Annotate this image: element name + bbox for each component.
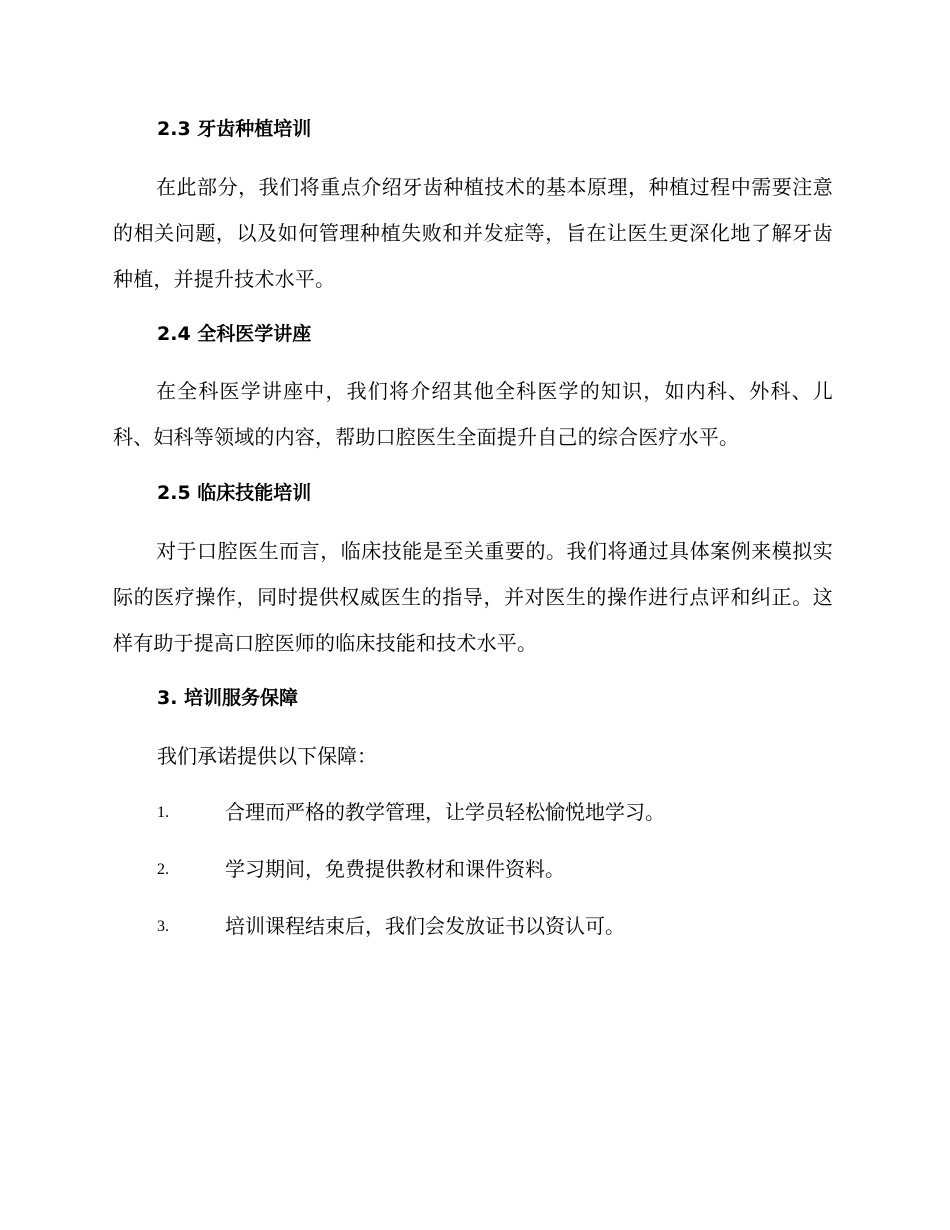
list-item: [157, 855, 857, 885]
section-paragraph-2-4: 在全科医学讲座中，我们将介绍其他全科医学的知识，如内科、外科、儿科、妇科等领域的内容，帮助口腔医生全面提升自己的综合医疗水平。: [113, 379, 833, 449]
section-paragraph-2-3: 在此部分，我们将重点介绍牙齿种植技术的基本原理，种植过程中需要注意的相关问题，以及如何管理种植失败和并发症等，旨在让医生更深化地了解牙齿种植，并提升技术水平。: [113, 175, 833, 291]
list-item-number: 2.: [157, 861, 169, 878]
list-item-text: 培训课程结束后，我们会发放证书以资认可。: [225, 914, 625, 938]
section-heading-2-3: 2.3 牙齿种植培训: [157, 118, 312, 140]
list-item-text: 合理而严格的教学管理，让学员轻松愉悦地学习。: [225, 800, 665, 824]
section-heading-2-4: 2.4 全科医学讲座: [157, 323, 312, 345]
list-item: [157, 912, 857, 942]
list-item: [157, 798, 857, 828]
list-item-number: 1.: [157, 804, 169, 821]
service-intro: 我们承诺提供以下保障：: [157, 744, 377, 768]
list-item-text: 学习期间，免费提供教材和课件资料。: [225, 857, 565, 881]
section-heading-3: 3. 培训服务保障: [157, 687, 299, 709]
section-heading-2-5: 2.5 临床技能培训: [157, 482, 312, 504]
list-item-number: 3.: [157, 918, 169, 935]
section-paragraph-2-5: 对于口腔医生而言，临床技能是至关重要的。我们将通过具体案例来模拟实际的医疗操作，同时提供权威医生的指导，并对医生的操作进行点评和纠正。这样有助于提高口腔医师的临床技能和技术水平。: [113, 539, 833, 655]
